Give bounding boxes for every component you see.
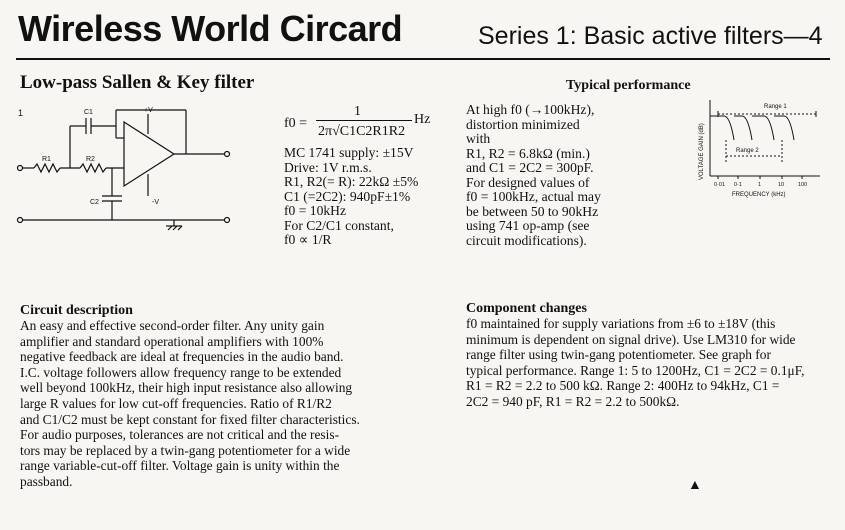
response-curve-1 [710, 116, 734, 140]
x-tick-label: 10 [778, 182, 785, 188]
r1-label: R1 [42, 156, 51, 163]
x-tick-label: 0·01 [714, 182, 726, 188]
input-terminal [18, 166, 23, 171]
body-line: R1 = R2 = 2.2 to 500 kΩ. Range 2: 400Hz to 94kHz, C1 = [466, 378, 780, 394]
perf-line: R1, R2 = 6.8kΩ (min.) [466, 145, 590, 161]
body-line: negative feedback are ideal at frequencies in the audio band. [20, 349, 344, 365]
perf-line: distortion minimized [466, 116, 580, 132]
r2-label: R2 [86, 156, 95, 163]
perf-line: At high f0 (→100kHz), [466, 102, 595, 117]
param-line: C1 (=2C2): 940pF±1% [284, 188, 411, 204]
graph-ylabel: VOLTAGE GAIN (dB) [699, 123, 705, 180]
formula-numerator: 1 [354, 104, 361, 119]
body-line: typical performance. Range 1: 5 to 1200Hz, C1 = 2C2 = 0.1μF, [466, 362, 805, 378]
param-line: f0 ∝ 1/R [284, 232, 332, 247]
r2-resistor [80, 164, 106, 172]
perf-line: and C1 = 2C2 = 300pF. [466, 160, 594, 175]
perf-line: f0 = 100kHz, actual may [466, 189, 601, 204]
x-tick-label: 100 [798, 182, 808, 188]
masthead-title: Wireless World Circard [18, 8, 403, 49]
body-line: An easy and effective second-order filter. Any unity gain [20, 318, 325, 333]
typical-performance-heading: Typical performance [566, 78, 691, 93]
component-changes-body [466, 316, 831, 410]
body-line: I.C. voltage followers allow frequency range to be extended [20, 364, 342, 380]
formula-denominator: 2π√C1C2R1R2 [318, 124, 406, 139]
param-line: MC 1741 supply: ±15V [284, 145, 414, 160]
param-line: Drive: 1V r.m.s. [284, 159, 372, 175]
print-mark: ▲ [688, 478, 702, 493]
response-curve-4 [774, 116, 794, 140]
body-line: range filter using twin-gang potentiometer. See graph for [466, 347, 771, 363]
body-line: amplifier and standard operational amplifiers with 100% [20, 333, 324, 349]
component-parameters [284, 146, 418, 248]
param-line: R1, R2(= R): 22kΩ ±5% [284, 174, 419, 189]
ground-terminal-right [225, 218, 230, 223]
body-line: range variable-cut-off filter. Voltage gain is unity within the [20, 458, 340, 474]
body-line: well beyond 100kHz, their high input resistance also allowing [20, 380, 353, 396]
param-line: For C2/C1 constant, [284, 217, 394, 233]
perf-line: For designed values of [466, 174, 590, 190]
range2-label: Range 2 [736, 148, 759, 154]
body-line: large R values for low cut-off frequencies. Ratio of R1/R2 [20, 395, 332, 411]
minus-v-label: -V [152, 199, 159, 206]
circuit-description-body [20, 318, 390, 490]
formula-fraction-bar [316, 120, 412, 121]
body-line: f0 maintained for supply variations from ±6 to ±18V (this [466, 316, 776, 331]
sallen-key-circuit-diagram [14, 100, 264, 240]
response-curve-3 [752, 116, 774, 140]
frequency-response-graph [690, 80, 830, 206]
card-title: Low-pass Sallen & Key filter [20, 72, 255, 93]
param-line: f0 = 10kHz [284, 203, 347, 218]
body-line: minimum is dependent on signal drive). Use LM310 for wide [466, 331, 796, 347]
formula-lhs: f0 = [284, 116, 308, 131]
r1-resistor [34, 164, 60, 172]
body-line: tors may be replaced by a twin-gang potentiometer for a wide [20, 442, 351, 458]
perf-line: with [466, 131, 491, 146]
perf-line: be between 50 to 90kHz [466, 203, 599, 219]
c1-label: C1 [84, 109, 93, 116]
plus-v-label: +V [144, 107, 153, 114]
ground-terminal-left [18, 218, 23, 223]
c2-label: C2 [90, 199, 99, 206]
body-line: passband. [20, 473, 73, 489]
response-curve-2 [734, 116, 752, 140]
circuit-description-heading: Circuit description [20, 303, 133, 318]
body-line: 2C2 = 940 pF, R1 = R2 = 2.2 to 500kΩ. [466, 393, 680, 409]
formula-unit: Hz [414, 112, 431, 127]
x-tick-label: 0·1 [734, 182, 742, 188]
x-tick-label: 1 [758, 182, 762, 188]
op-amp-symbol [124, 122, 174, 186]
body-line: and C1/C2 must be kept constant for fixed filter characteristics. [20, 411, 360, 427]
output-terminal [225, 152, 230, 157]
circuit-node-number: 1 [18, 108, 24, 118]
series-title: Series 1: Basic active filters—4 [478, 22, 823, 50]
header-rule [16, 58, 830, 60]
perf-line: circuit modifications). [466, 232, 587, 248]
typical-performance-text [466, 103, 601, 248]
graph-xlabel: FREQUENCY (kHz) [732, 192, 786, 198]
component-changes-heading: Component changes [466, 301, 587, 316]
perf-line: using 741 op-amp (see [466, 218, 590, 233]
range1-label: Range 1 [764, 104, 787, 110]
body-line: For audio purposes, tolerances are not critical and the resis- [20, 427, 340, 443]
